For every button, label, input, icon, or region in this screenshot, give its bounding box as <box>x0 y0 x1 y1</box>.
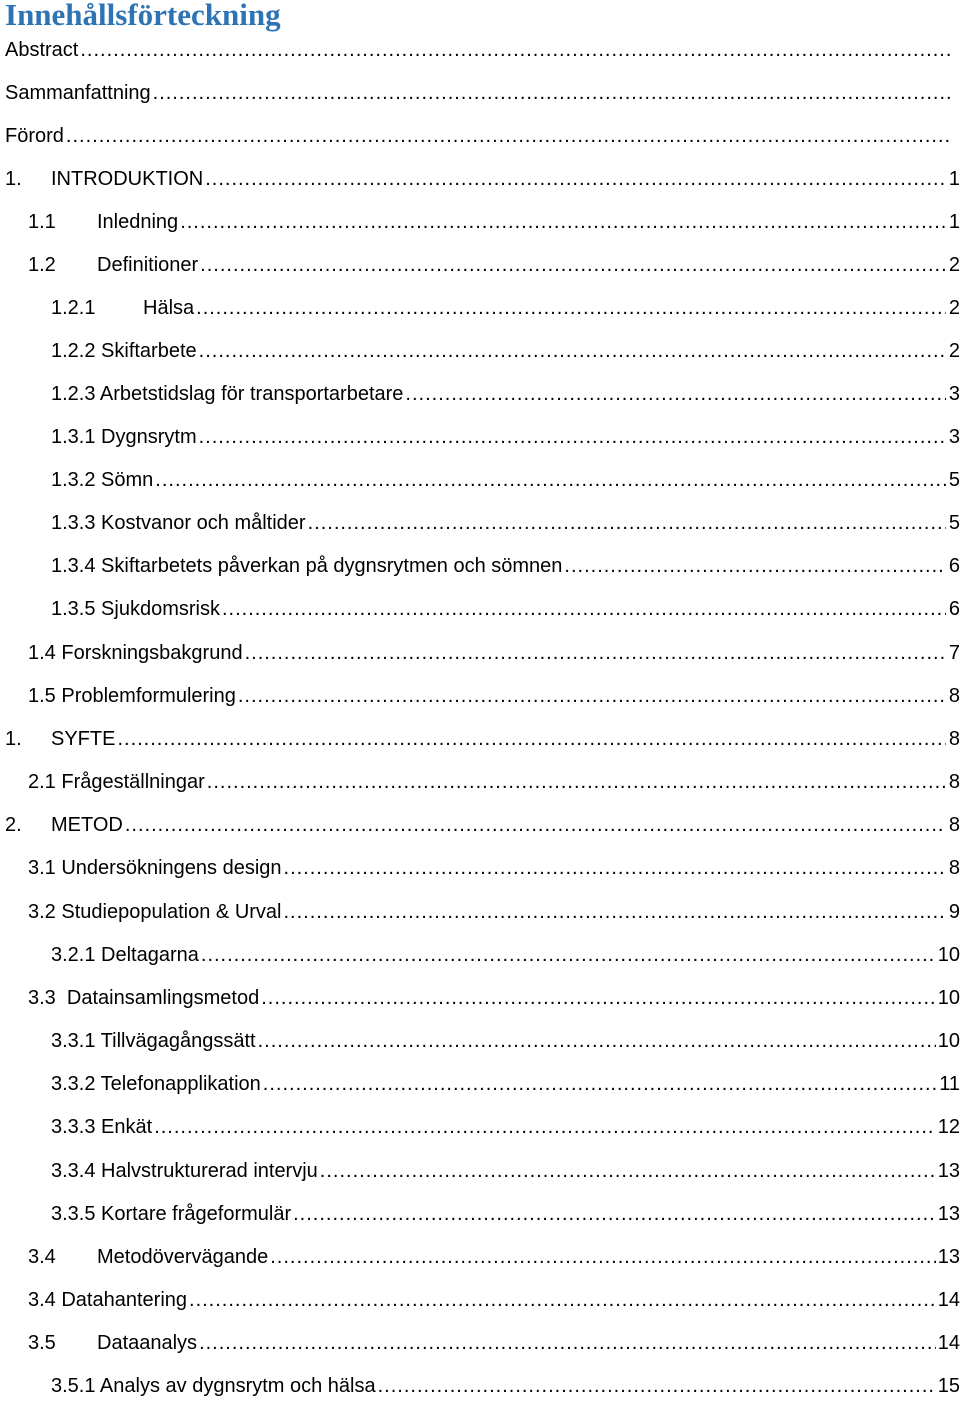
toc-dot-leader <box>378 1371 936 1401</box>
toc-entry-page: 2 <box>948 297 960 319</box>
toc-entry-page: 13 <box>937 1160 960 1182</box>
toc-entry-page: 8 <box>948 728 960 750</box>
toc-row[interactable] <box>0 594 960 624</box>
toc-entry-number: 1.1 <box>28 211 56 233</box>
toc-entry-number: 1. <box>5 728 22 750</box>
toc-row[interactable] <box>0 810 960 840</box>
toc-entry-title: 1.3.3 Kostvanor och måltider <box>51 512 306 534</box>
toc-entry-title: Hälsa <box>143 297 195 319</box>
toc-entry-title: 3.2.1 Deltagarna <box>51 944 199 966</box>
toc-row[interactable] <box>0 897 960 927</box>
toc-dot-leader <box>199 336 946 366</box>
toc-row[interactable] <box>0 35 960 65</box>
toc-dot-leader <box>320 1156 936 1186</box>
toc-entry-page: 6 <box>948 555 960 577</box>
toc-entry-title: 3.2 Studiepopulation & Urval <box>28 901 282 923</box>
toc-dot-leader <box>405 379 946 409</box>
toc-row[interactable] <box>0 1199 960 1229</box>
toc-dot-leader <box>155 465 946 495</box>
toc-dot-leader <box>205 164 946 194</box>
toc-entry-page: 6 <box>948 598 960 620</box>
toc-row[interactable] <box>0 207 960 237</box>
toc-entry-title: 3.3.3 Enkät <box>51 1116 153 1138</box>
toc-dot-leader <box>66 121 952 151</box>
toc-entry-title: 3.3 Datainsamlingsmetod <box>28 987 260 1009</box>
toc-row[interactable] <box>0 250 960 280</box>
toc-row[interactable] <box>0 940 960 970</box>
toc-entry-page: 8 <box>948 814 960 836</box>
toc-dot-leader <box>258 1026 936 1056</box>
toc-entry-page: 8 <box>948 685 960 707</box>
toc-dot-leader <box>222 594 946 624</box>
toc-dot-leader <box>238 681 946 711</box>
toc-entry-page: 7 <box>948 642 960 664</box>
toc-row[interactable] <box>0 638 960 668</box>
toc-row[interactable] <box>0 1112 960 1142</box>
toc-dot-leader <box>261 983 936 1013</box>
toc-entry-title: 3.4 Datahantering <box>28 1289 188 1311</box>
toc-entry-page: 10 <box>937 1030 960 1052</box>
toc-entry-number: 2. <box>5 814 22 836</box>
toc-entry-title: 1.5 Problemformulering <box>28 685 236 707</box>
toc-row[interactable] <box>0 1285 960 1315</box>
toc-entry-title: 3.1 Undersökningens design <box>28 857 282 879</box>
toc-entry-page: 15 <box>937 1375 960 1397</box>
toc-entry-page: 13 <box>937 1246 960 1268</box>
toc-entry-title: Sammanfattning <box>5 82 151 104</box>
toc-entry-title: Definitioner <box>97 254 199 276</box>
toc-entry-title: 1.3.4 Skiftarbetets påverkan på dygnsrytmen och sömnen <box>51 555 563 577</box>
toc-entry-title: 1.4 Forskningsbakgrund <box>28 642 243 664</box>
toc-row[interactable] <box>0 379 960 409</box>
toc-entry-page: 2 <box>948 254 960 276</box>
toc-entry-page: 5 <box>948 512 960 534</box>
toc-row[interactable] <box>0 1328 960 1358</box>
toc-entry-page: 10 <box>937 987 960 1009</box>
toc-entry-page: 8 <box>948 771 960 793</box>
toc-entry-page: 8 <box>948 857 960 879</box>
toc-dot-leader <box>125 810 946 840</box>
toc-row[interactable] <box>0 853 960 883</box>
toc-entry-title: INTRODUKTION <box>51 168 204 190</box>
toc-entry-page: 12 <box>937 1116 960 1138</box>
toc-row[interactable] <box>0 1026 960 1056</box>
toc-row[interactable] <box>0 1371 960 1401</box>
toc-entry-title: 3.3.4 Halvstrukturerad intervju <box>51 1160 318 1182</box>
toc-entry-title: 3.3.5 Kortare frågeformulär <box>51 1203 292 1225</box>
toc-entry-title: 3.3.1 Tillvägagångssätt <box>51 1030 256 1052</box>
toc-dot-leader <box>293 1199 936 1229</box>
toc-dot-leader <box>270 1242 936 1272</box>
toc-entry-title: Förord <box>5 125 64 147</box>
toc-dot-leader <box>199 422 946 452</box>
toc-row[interactable] <box>0 1069 960 1099</box>
toc-entry-page: 3 <box>948 383 960 405</box>
toc-row[interactable] <box>0 508 960 538</box>
toc-row[interactable] <box>0 293 960 323</box>
toc-dot-leader <box>564 551 946 581</box>
toc-entry-page: 14 <box>937 1289 960 1311</box>
toc-entry-page: 14 <box>937 1332 960 1354</box>
toc-entry-page: 5 <box>948 469 960 491</box>
toc-dot-leader <box>153 78 952 108</box>
toc-dot-leader <box>80 35 952 65</box>
toc-dot-leader <box>245 638 946 668</box>
toc-row[interactable] <box>0 1242 960 1272</box>
toc-dot-leader <box>308 508 946 538</box>
toc-dot-leader <box>207 767 946 797</box>
toc-entry-title: METOD <box>51 814 123 836</box>
toc-entry-page: 13 <box>937 1203 960 1225</box>
toc-row[interactable] <box>0 724 960 754</box>
toc-entry-page: 2 <box>948 340 960 362</box>
toc-row[interactable] <box>0 681 960 711</box>
toc-entry-number: 3.5 <box>28 1332 56 1354</box>
toc-entry-title: Metodövervägande <box>97 1246 269 1268</box>
toc-entry-title: 1.2.2 Skiftarbete <box>51 340 197 362</box>
toc-dot-leader <box>196 293 946 323</box>
toc-entry-title: 1.3.5 Sjukdomsrisk <box>51 598 220 620</box>
toc-dot-leader <box>154 1112 936 1142</box>
toc-row[interactable] <box>0 164 960 194</box>
toc-row[interactable] <box>0 1156 960 1186</box>
toc-dot-leader <box>199 1328 936 1358</box>
toc-entry-page: 1 <box>948 211 960 233</box>
toc-dot-leader <box>180 207 946 237</box>
toc-dot-leader <box>284 853 946 883</box>
toc-row[interactable] <box>0 121 960 151</box>
toc-entry-number: 1. <box>5 168 22 190</box>
toc-entry-title: 2.1 Frågeställningar <box>28 771 205 793</box>
toc-dot-leader <box>189 1285 936 1315</box>
toc-entry-title: 3.3.2 Telefonapplikation <box>51 1073 261 1095</box>
toc-row[interactable] <box>0 767 960 797</box>
toc-dot-leader <box>117 724 946 754</box>
toc-dot-leader <box>263 1069 937 1099</box>
toc-entry-page: 11 <box>939 1073 960 1095</box>
toc-dot-leader <box>200 250 946 280</box>
toc-entry-title: Inledning <box>97 211 179 233</box>
toc-row[interactable] <box>0 551 960 581</box>
toc-entry-title: 1.3.1 Dygnsrytm <box>51 426 197 448</box>
toc-row[interactable] <box>0 465 960 495</box>
toc-entry-page: 9 <box>948 901 960 923</box>
toc-entry-title: 1.3.2 Sömn <box>51 469 154 491</box>
toc-row[interactable] <box>0 983 960 1013</box>
toc-entry-title: Dataanalys <box>97 1332 198 1354</box>
toc-row[interactable] <box>0 422 960 452</box>
toc-dot-leader <box>284 897 947 927</box>
toc-entry-page: 1 <box>948 168 960 190</box>
toc-entry-number: 3.4 <box>28 1246 56 1268</box>
toc-entry-number: 1.2 <box>28 254 56 276</box>
toc-entry-title: 1.2.3 Arbetstidslag för transportarbetare <box>51 383 404 405</box>
toc-entry-title: SYFTE <box>51 728 116 750</box>
toc-row[interactable] <box>0 336 960 366</box>
toc-dot-leader <box>201 940 936 970</box>
toc-entry-page: 3 <box>948 426 960 448</box>
toc-entry-title: 3.5.1 Analys av dygnsrytm och hälsa <box>51 1375 376 1397</box>
toc-row[interactable] <box>0 78 960 108</box>
toc-entry-title: Abstract <box>5 39 79 61</box>
toc-entry-number: 1.2.1 <box>51 297 96 319</box>
toc-entry-page: 10 <box>937 944 960 966</box>
toc-heading: Innehållsförteckning <box>5 0 281 32</box>
